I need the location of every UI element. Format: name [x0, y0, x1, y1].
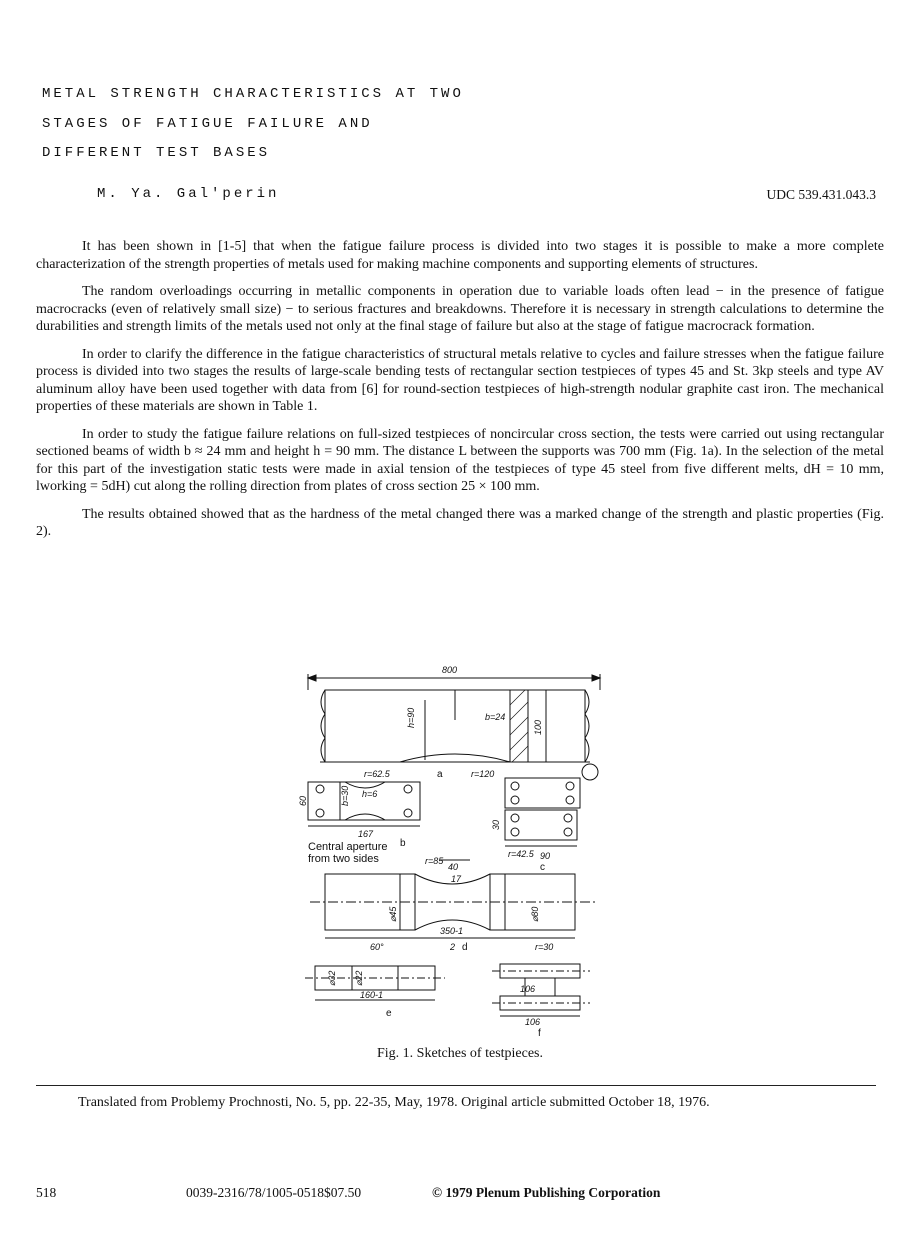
testpiece-sketches: [300, 660, 610, 1040]
fig-label: 30: [491, 819, 501, 830]
fig-label: r=62.5: [364, 769, 390, 779]
fig-label: 90: [540, 851, 551, 861]
fig-part-label: a: [437, 769, 443, 780]
fig-label: r=85: [425, 856, 444, 866]
fig-label: h=6: [362, 789, 378, 799]
page-number: 518: [36, 1185, 57, 1200]
title-line-2: STAGES OF FATIGUE FAILURE AND: [42, 116, 373, 132]
fig-label: 800: [442, 665, 458, 675]
figure-1: [300, 660, 610, 1040]
paragraph: The results obtained showed that as the hardness of the metal changed there was a marked change of the strength and plastic properties (Fig. 2).: [36, 506, 884, 539]
paragraph: In order to study the fatigue failure relations on full-sized testpieces of noncircular cross section, the tests were carried out using rectangular sectioned beams of width b ≈ 24 mm and height h = 90 mm. The distance L between the supports was 700 mm (Fig. 1a). In the selection of the metal for this part of the investigation static tests were made in axial tension of the testpieces of type 45 steel from five different melts, dH = 10 mm, lworking = 5dH) cut along the rolling direction from plates of cross section 25 × 100 mm.: [36, 426, 884, 494]
title-line-3: DIFFERENT TEST BASES: [42, 145, 271, 161]
fig-annotation: from two sides: [308, 853, 379, 865]
fig-label: ⌀32: [327, 970, 337, 986]
paragraph: It has been shown in [1-5] that when the fatigue failure process is divided into two stages it is possible to make a more complete characterization of the strength properties of metals used for making machine components and supporting elements of structures.: [36, 239, 884, 272]
udc-code: UDC 539.431.043.3: [766, 187, 876, 202]
fig-label: 106: [525, 1017, 541, 1027]
fig-label: h=90: [406, 707, 416, 728]
article-body: [36, 238, 884, 551]
fig-label: 350-1: [440, 926, 464, 936]
fig-label: 167: [358, 829, 374, 839]
fig-label: 40: [448, 862, 459, 872]
fig-label: 106: [520, 984, 536, 994]
footnote-text: Translated from Problemy Prochnosti, No. 5, pp. 22-35, May, 1978. Original article submitted October 18, 1976.: [78, 1095, 710, 1110]
fig-label: 2: [450, 942, 456, 952]
fig-label: ⌀80: [530, 906, 540, 922]
fig-label: r=42.5: [508, 849, 534, 859]
fig-label: 17: [451, 874, 462, 884]
paragraph: The random overloadings occurring in metallic components in operation due to variable loads often lead − in the presence of fatigue macrocracks (even of relatively small size) − to serious fractures and breakdowns. Therefore it is necessary in strength calculations to determine the durabilities and strength limits of the metals used not only at the final stage of failure but also at the stage of fatigue macrocrack formation.: [36, 284, 884, 334]
fig-part-label: e: [386, 1008, 392, 1019]
fig-label: 160-1: [360, 990, 384, 1000]
fig-part-label: b: [400, 838, 406, 849]
fig-label: b=30: [340, 785, 350, 806]
footnote-divider: [36, 1085, 876, 1086]
fig-part-label: c: [540, 862, 545, 873]
fig-label: r=30: [535, 942, 554, 952]
copyright: © 1979 Plenum Publishing Corporation: [432, 1185, 661, 1200]
paragraph: In order to clarify the difference in the fatigue characteristics of structural metals relative to cycles and failure stresses when the fatigue failure process is divided into two stages the results of large-scale bending tests of rectangular section testpieces of types 45 and St. 3kp steels and type AV aluminum alloy have been used together with data from [6] for round-section testpieces of high-strength nodular graphite cast iron. The mechanical properties of these materials are shown in Table 1.: [36, 346, 884, 414]
title-line-1: METAL STRENGTH CHARACTERISTICS AT TWO: [42, 86, 464, 102]
fig-label: ⌀45: [388, 906, 398, 922]
fig-part-label: f: [538, 1028, 541, 1039]
footnote: [36, 1094, 876, 1112]
fig-part-label: d: [462, 942, 468, 953]
fig-label: 60°: [370, 942, 384, 952]
figure-caption: Fig. 1. Sketches of testpieces.: [376, 1046, 544, 1061]
fig-annotation: Central aperture: [308, 841, 388, 853]
fig-label: r=120: [471, 769, 495, 779]
fig-label: 100: [533, 719, 543, 735]
issn-code: 0039-2316/78/1005-0518$07.50: [186, 1185, 362, 1200]
fig-label: ⌀22: [354, 970, 364, 986]
fig-label: b=24: [485, 712, 506, 722]
fig-label: 60: [298, 795, 308, 806]
author: M. Ya. Gal'perin: [97, 186, 280, 202]
